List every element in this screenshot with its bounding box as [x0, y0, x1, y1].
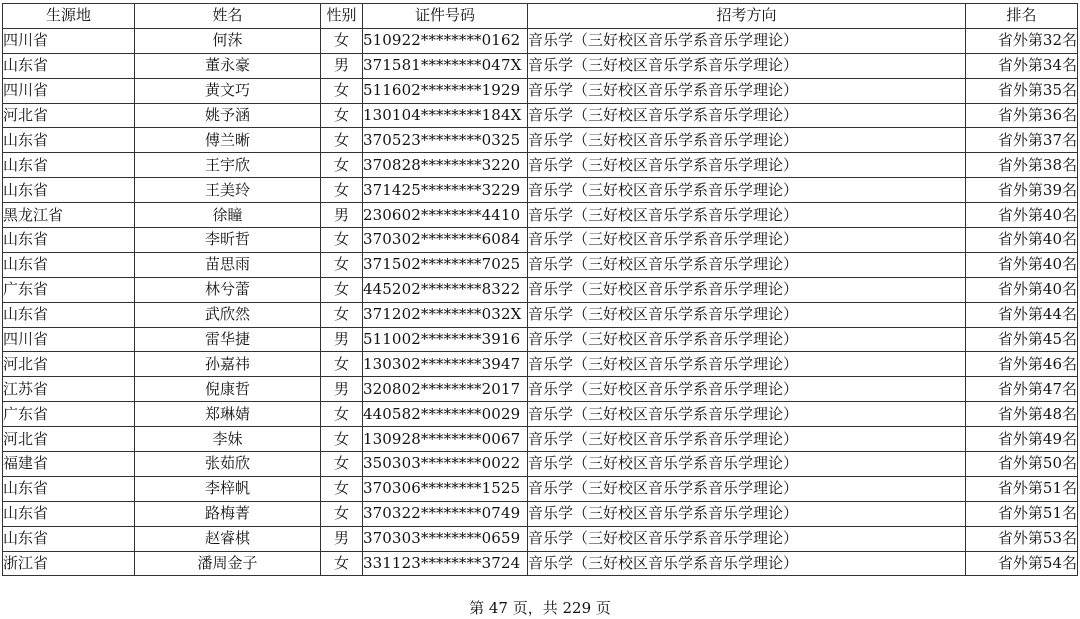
cell-id-number: 445202********8322	[363, 277, 528, 302]
cell-name: 王宇欣	[135, 153, 321, 178]
cell-gender: 女	[321, 28, 363, 53]
cell-gender: 女	[321, 476, 363, 501]
cell-major: 音乐学（三好校区音乐学系音乐学理论）	[528, 327, 966, 352]
cell-gender: 女	[321, 103, 363, 128]
cell-major: 音乐学（三好校区音乐学系音乐学理论）	[528, 452, 966, 477]
cell-rank: 省外第40名	[966, 277, 1078, 302]
cell-gender: 女	[321, 427, 363, 452]
cell-name: 李梓帆	[135, 476, 321, 501]
table-row	[3, 228, 1078, 253]
cell-rank: 省外第51名	[966, 501, 1078, 526]
cell-id-number: 370828********3220	[363, 153, 528, 178]
cell-major: 音乐学（三好校区音乐学系音乐学理论）	[528, 277, 966, 302]
table-row	[3, 352, 1078, 377]
cell-major: 音乐学（三好校区音乐学系音乐学理论）	[528, 228, 966, 253]
table-header-row	[3, 4, 1078, 29]
cell-gender: 女	[321, 78, 363, 103]
cell-major: 音乐学（三好校区音乐学系音乐学理论）	[528, 178, 966, 203]
cell-major: 音乐学（三好校区音乐学系音乐学理论）	[528, 476, 966, 501]
cell-rank: 省外第40名	[966, 203, 1078, 228]
table-row	[3, 476, 1078, 501]
table-row	[3, 427, 1078, 452]
table-row	[3, 501, 1078, 526]
cell-major: 音乐学（三好校区音乐学系音乐学理论）	[528, 501, 966, 526]
cell-origin: 黑龙江省	[3, 203, 135, 228]
cell-gender: 男	[321, 53, 363, 78]
cell-major: 音乐学（三好校区音乐学系音乐学理论）	[528, 103, 966, 128]
cell-name: 郑琳婧	[135, 402, 321, 427]
cell-major: 音乐学（三好校区音乐学系音乐学理论）	[528, 78, 966, 103]
cell-origin: 山东省	[3, 252, 135, 277]
cell-rank: 省外第54名	[966, 551, 1078, 576]
cell-gender: 女	[321, 501, 363, 526]
cell-rank: 省外第32名	[966, 28, 1078, 53]
cell-origin: 山东省	[3, 476, 135, 501]
cell-major: 音乐学（三好校区音乐学系音乐学理论）	[528, 203, 966, 228]
cell-name: 孙嘉祎	[135, 352, 321, 377]
cell-major: 音乐学（三好校区音乐学系音乐学理论）	[528, 551, 966, 576]
cell-origin: 山东省	[3, 153, 135, 178]
cell-gender: 女	[321, 402, 363, 427]
cell-name: 倪康哲	[135, 377, 321, 402]
cell-rank: 省外第34名	[966, 53, 1078, 78]
cell-name: 张茹欣	[135, 452, 321, 477]
cell-major: 音乐学（三好校区音乐学系音乐学理论）	[528, 352, 966, 377]
cell-origin: 广东省	[3, 277, 135, 302]
results-table	[2, 3, 1078, 576]
cell-major: 音乐学（三好校区音乐学系音乐学理论）	[528, 153, 966, 178]
cell-name: 林兮蕾	[135, 277, 321, 302]
cell-rank: 省外第44名	[966, 302, 1078, 327]
cell-name: 徐瞳	[135, 203, 321, 228]
cell-major: 音乐学（三好校区音乐学系音乐学理论）	[528, 402, 966, 427]
cell-name: 雷华捷	[135, 327, 321, 352]
cell-id-number: 370322********0749	[363, 501, 528, 526]
cell-origin: 山东省	[3, 526, 135, 551]
cell-major: 音乐学（三好校区音乐学系音乐学理论）	[528, 302, 966, 327]
cell-rank: 省外第38名	[966, 153, 1078, 178]
table-row	[3, 103, 1078, 128]
cell-origin: 四川省	[3, 327, 135, 352]
cell-name: 武欣然	[135, 302, 321, 327]
header-gender: 性别	[321, 4, 363, 29]
cell-gender: 女	[321, 153, 363, 178]
cell-origin: 浙江省	[3, 551, 135, 576]
cell-id-number: 320802********2017	[363, 377, 528, 402]
cell-major: 音乐学（三好校区音乐学系音乐学理论）	[528, 377, 966, 402]
cell-id-number: 230602********4410	[363, 203, 528, 228]
cell-name: 路梅菁	[135, 501, 321, 526]
cell-rank: 省外第51名	[966, 476, 1078, 501]
cell-rank: 省外第46名	[966, 352, 1078, 377]
header-name: 姓名	[135, 4, 321, 29]
table-body	[3, 28, 1078, 576]
cell-rank: 省外第39名	[966, 178, 1078, 203]
table-row	[3, 128, 1078, 153]
cell-major: 音乐学（三好校区音乐学系音乐学理论）	[528, 128, 966, 153]
cell-id-number: 511602********1929	[363, 78, 528, 103]
cell-major: 音乐学（三好校区音乐学系音乐学理论）	[528, 53, 966, 78]
cell-rank: 省外第37名	[966, 128, 1078, 153]
table-row	[3, 452, 1078, 477]
cell-major: 音乐学（三好校区音乐学系音乐学理论）	[528, 28, 966, 53]
cell-gender: 男	[321, 203, 363, 228]
cell-origin: 江苏省	[3, 377, 135, 402]
cell-name: 李昕哲	[135, 228, 321, 253]
cell-gender: 女	[321, 551, 363, 576]
cell-id-number: 371425********3229	[363, 178, 528, 203]
cell-rank: 省外第36名	[966, 103, 1078, 128]
cell-name: 王美玲	[135, 178, 321, 203]
cell-gender: 女	[321, 252, 363, 277]
cell-rank: 省外第45名	[966, 327, 1078, 352]
cell-major: 音乐学（三好校区音乐学系音乐学理论）	[528, 252, 966, 277]
cell-name: 何莯	[135, 28, 321, 53]
cell-id-number: 370303********0659	[363, 526, 528, 551]
cell-name: 苗思雨	[135, 252, 321, 277]
cell-major: 音乐学（三好校区音乐学系音乐学理论）	[528, 526, 966, 551]
cell-rank: 省外第53名	[966, 526, 1078, 551]
cell-origin: 四川省	[3, 28, 135, 53]
cell-origin: 山东省	[3, 228, 135, 253]
cell-id-number: 370302********6084	[363, 228, 528, 253]
cell-gender: 女	[321, 277, 363, 302]
cell-gender: 男	[321, 526, 363, 551]
cell-gender: 男	[321, 327, 363, 352]
cell-name: 黄文巧	[135, 78, 321, 103]
cell-name: 傅兰晰	[135, 128, 321, 153]
cell-origin: 河北省	[3, 352, 135, 377]
table-row	[3, 377, 1078, 402]
cell-origin: 山东省	[3, 53, 135, 78]
table-row	[3, 402, 1078, 427]
cell-id-number: 371581********047X	[363, 53, 528, 78]
cell-name: 姚予涵	[135, 103, 321, 128]
page-number: 第 47 页，共 229 页	[469, 599, 611, 617]
table-row	[3, 178, 1078, 203]
table-row	[3, 526, 1078, 551]
cell-id-number: 370523********0325	[363, 128, 528, 153]
cell-gender: 女	[321, 178, 363, 203]
cell-gender: 女	[321, 302, 363, 327]
cell-id-number: 510922********0162	[363, 28, 528, 53]
cell-name: 赵睿棋	[135, 526, 321, 551]
cell-id-number: 130104********184X	[363, 103, 528, 128]
cell-id-number: 350303********0022	[363, 452, 528, 477]
cell-origin: 山东省	[3, 302, 135, 327]
cell-rank: 省外第35名	[966, 78, 1078, 103]
cell-rank: 省外第48名	[966, 402, 1078, 427]
cell-gender: 女	[321, 128, 363, 153]
cell-rank: 省外第49名	[966, 427, 1078, 452]
table-row	[3, 53, 1078, 78]
header-origin: 生源地	[3, 4, 135, 29]
cell-rank: 省外第40名	[966, 252, 1078, 277]
cell-origin: 河北省	[3, 427, 135, 452]
cell-id-number: 511002********3916	[363, 327, 528, 352]
table-row	[3, 78, 1078, 103]
table-row	[3, 203, 1078, 228]
cell-id-number: 370306********1525	[363, 476, 528, 501]
cell-id-number: 371502********7025	[363, 252, 528, 277]
table-row	[3, 277, 1078, 302]
cell-name: 李妹	[135, 427, 321, 452]
cell-gender: 女	[321, 352, 363, 377]
cell-origin: 四川省	[3, 78, 135, 103]
cell-rank: 省外第47名	[966, 377, 1078, 402]
table-row	[3, 327, 1078, 352]
table-row	[3, 28, 1078, 53]
cell-origin: 山东省	[3, 178, 135, 203]
header-rank: 排名	[966, 4, 1078, 29]
table-row	[3, 302, 1078, 327]
cell-rank: 省外第50名	[966, 452, 1078, 477]
cell-id-number: 130928********0067	[363, 427, 528, 452]
cell-origin: 广东省	[3, 402, 135, 427]
header-id-number: 证件号码	[363, 4, 528, 29]
cell-id-number: 130302********3947	[363, 352, 528, 377]
cell-id-number: 331123********3724	[363, 551, 528, 576]
cell-major: 音乐学（三好校区音乐学系音乐学理论）	[528, 427, 966, 452]
cell-origin: 山东省	[3, 501, 135, 526]
cell-origin: 山东省	[3, 128, 135, 153]
table-row	[3, 551, 1078, 576]
cell-gender: 女	[321, 228, 363, 253]
cell-id-number: 371202********032X	[363, 302, 528, 327]
cell-id-number: 440582********0029	[363, 402, 528, 427]
table-row	[3, 252, 1078, 277]
table-row	[3, 153, 1078, 178]
cell-rank: 省外第40名	[966, 228, 1078, 253]
cell-name: 潘周金子	[135, 551, 321, 576]
cell-gender: 女	[321, 452, 363, 477]
header-major: 招考方向	[528, 4, 966, 29]
cell-origin: 河北省	[3, 103, 135, 128]
cell-name: 董永豪	[135, 53, 321, 78]
cell-gender: 男	[321, 377, 363, 402]
cell-origin: 福建省	[3, 452, 135, 477]
